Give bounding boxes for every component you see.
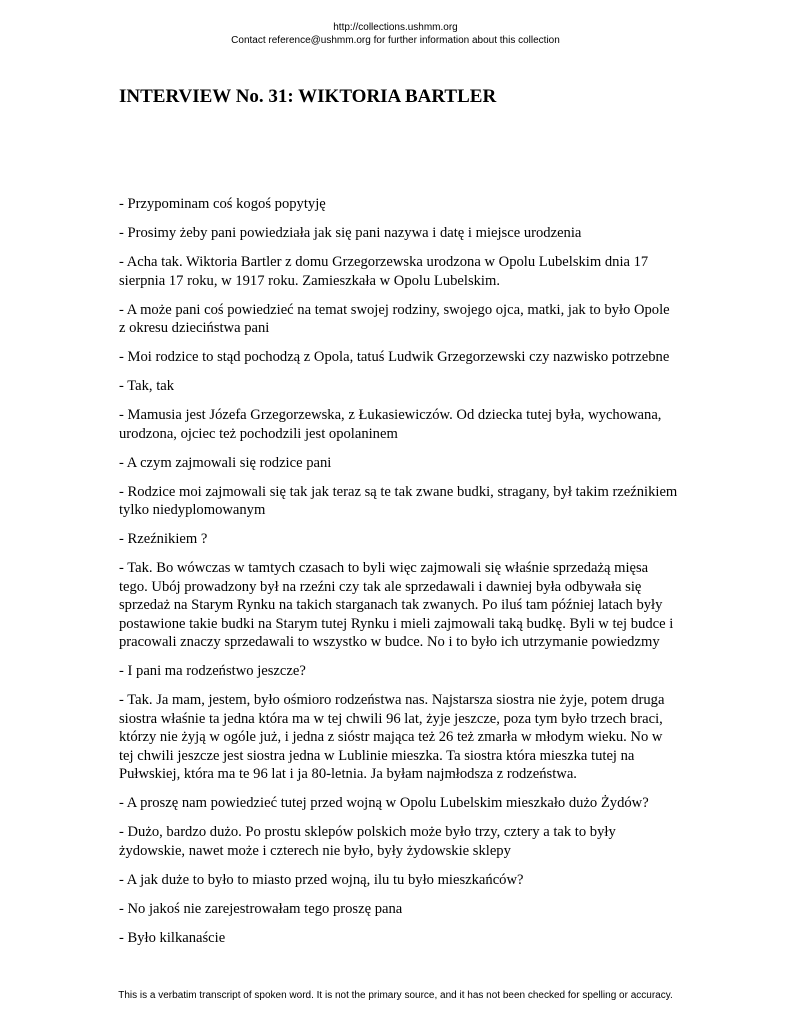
transcript-line: - I pani ma rodzeństwo jeszcze? [119, 663, 306, 679]
transcript-line: - Przypominam coś kogoś popytyję [119, 196, 326, 212]
transcript-line: - Rzeźnikiem ? [119, 531, 208, 547]
transcript-line: - Mamusia jest Józefa Grzegorzewska, z Łukasiewiczów. Od dziecka tutej była, wychowana, urodzona, ojciec też pochodzili jest opolaninem [119, 407, 662, 442]
transcript-line: - A proszę nam powiedzieć tutej przed wojną w Opolu Lubelskim mieszkało dużo Żydów? [119, 795, 649, 811]
collection-url: http://collections.ushmm.org [333, 22, 458, 33]
transcript-line: - A czym zajmowali się rodzice pani [119, 454, 332, 471]
transcript-line: - A może pani coś powiedzieć na temat swojej rodziny, swojego ojca, matki, jak to było Opole z okresu dzieciństwa pani [119, 301, 670, 336]
transcript-line: - Moi rodzice to stąd pochodzą z Opola, tatuś Ludwik Grzegorzewski czy nazwisko potrzebne [119, 349, 670, 365]
disclaimer-footer: This is a verbatim transcript of spoken word. It is not the primary source, and it has not been checked for spelling or accuracy. [118, 990, 673, 1001]
transcript-line: - Tak, tak [119, 378, 175, 394]
transcript-line: - Dużo, bardzo dużo. Po prostu sklepów polskich może było trzy, cztery a tak to były żydowskie, nawet może i czterech nie było, były żydowskie sklepy [119, 824, 616, 859]
transcript-line: - A jak duże to było to miasto przed wojną, ilu tu było mieszkańców? [119, 871, 524, 888]
page-header [0, 21, 791, 47]
transcript-line: - Prosimy żeby pani powiedziała jak się pani nazywa i datę i miejsce urodzenia [119, 225, 582, 241]
transcript-line: - Tak. Ja mam, jestem, było ośmioro rodzeństwa nas. Najstarsza siostra nie żyje, potem druga siostra właśnie ta jedna która ma w tej chwili 96 lat, żyje jeszcze, poza tym było trzech braci, którzy nie żyją w ogóle już, i jedna z sióstr mająca też 26 też zmarła w młodym wieku. No w tej chwili jeszcze jest siostra jedna w Lublinie mieszka. Ta siostra która mieszka tutej na Pułwskiej, która ma te 96 lat i ja 80-letnia. Ja byłam najmłodsza z rodzeństwa. [119, 692, 665, 782]
transcript-line: - No jakoś nie zarejestrowałam tego proszę pana [119, 900, 403, 917]
transcript-line: - Tak. Bo wówczas w tamtych czasach to byli więc zajmowali się właśnie sprzedażą mięsa tego. Ubój prowadzony był na rzeźni czy tak ale sprzedawali i dawniej była odbywała się sprzedaż na Starym Rynku na takich starganach tak zwanych. Po iluś tam później latach były postawione takie budki na Starym tutej Rynku i mieli zajmowali taką budkę. Byli w tej budce i pracowali znaczy sprzedawali to wszystko w budce. No i to było ich utrzymanie powiedzmy [119, 560, 674, 650]
transcript-line: - Acha tak. Wiktoria Bartler z domu Grzegorzewska urodzona w Opolu Lubelskim dnia 17 sierpnia 17 roku, w 1917 roku. Zamieszkała w Opolu Lubelskim. [119, 254, 649, 289]
interview-title: INTERVIEW No. 31: WIKTORIA BARTLER [119, 86, 497, 107]
transcript-line: - Było kilkanaście [119, 929, 226, 946]
transcript-body [119, 195, 679, 958]
transcript-line: - Rodzice moi zajmowali się tak jak teraz są te tak zwane budki, stragany, był takim rzeźnikiem tylko niedyplomowanym [119, 483, 678, 518]
contact-line: Contact reference@ushmm.org for further information about this collection [231, 35, 560, 46]
